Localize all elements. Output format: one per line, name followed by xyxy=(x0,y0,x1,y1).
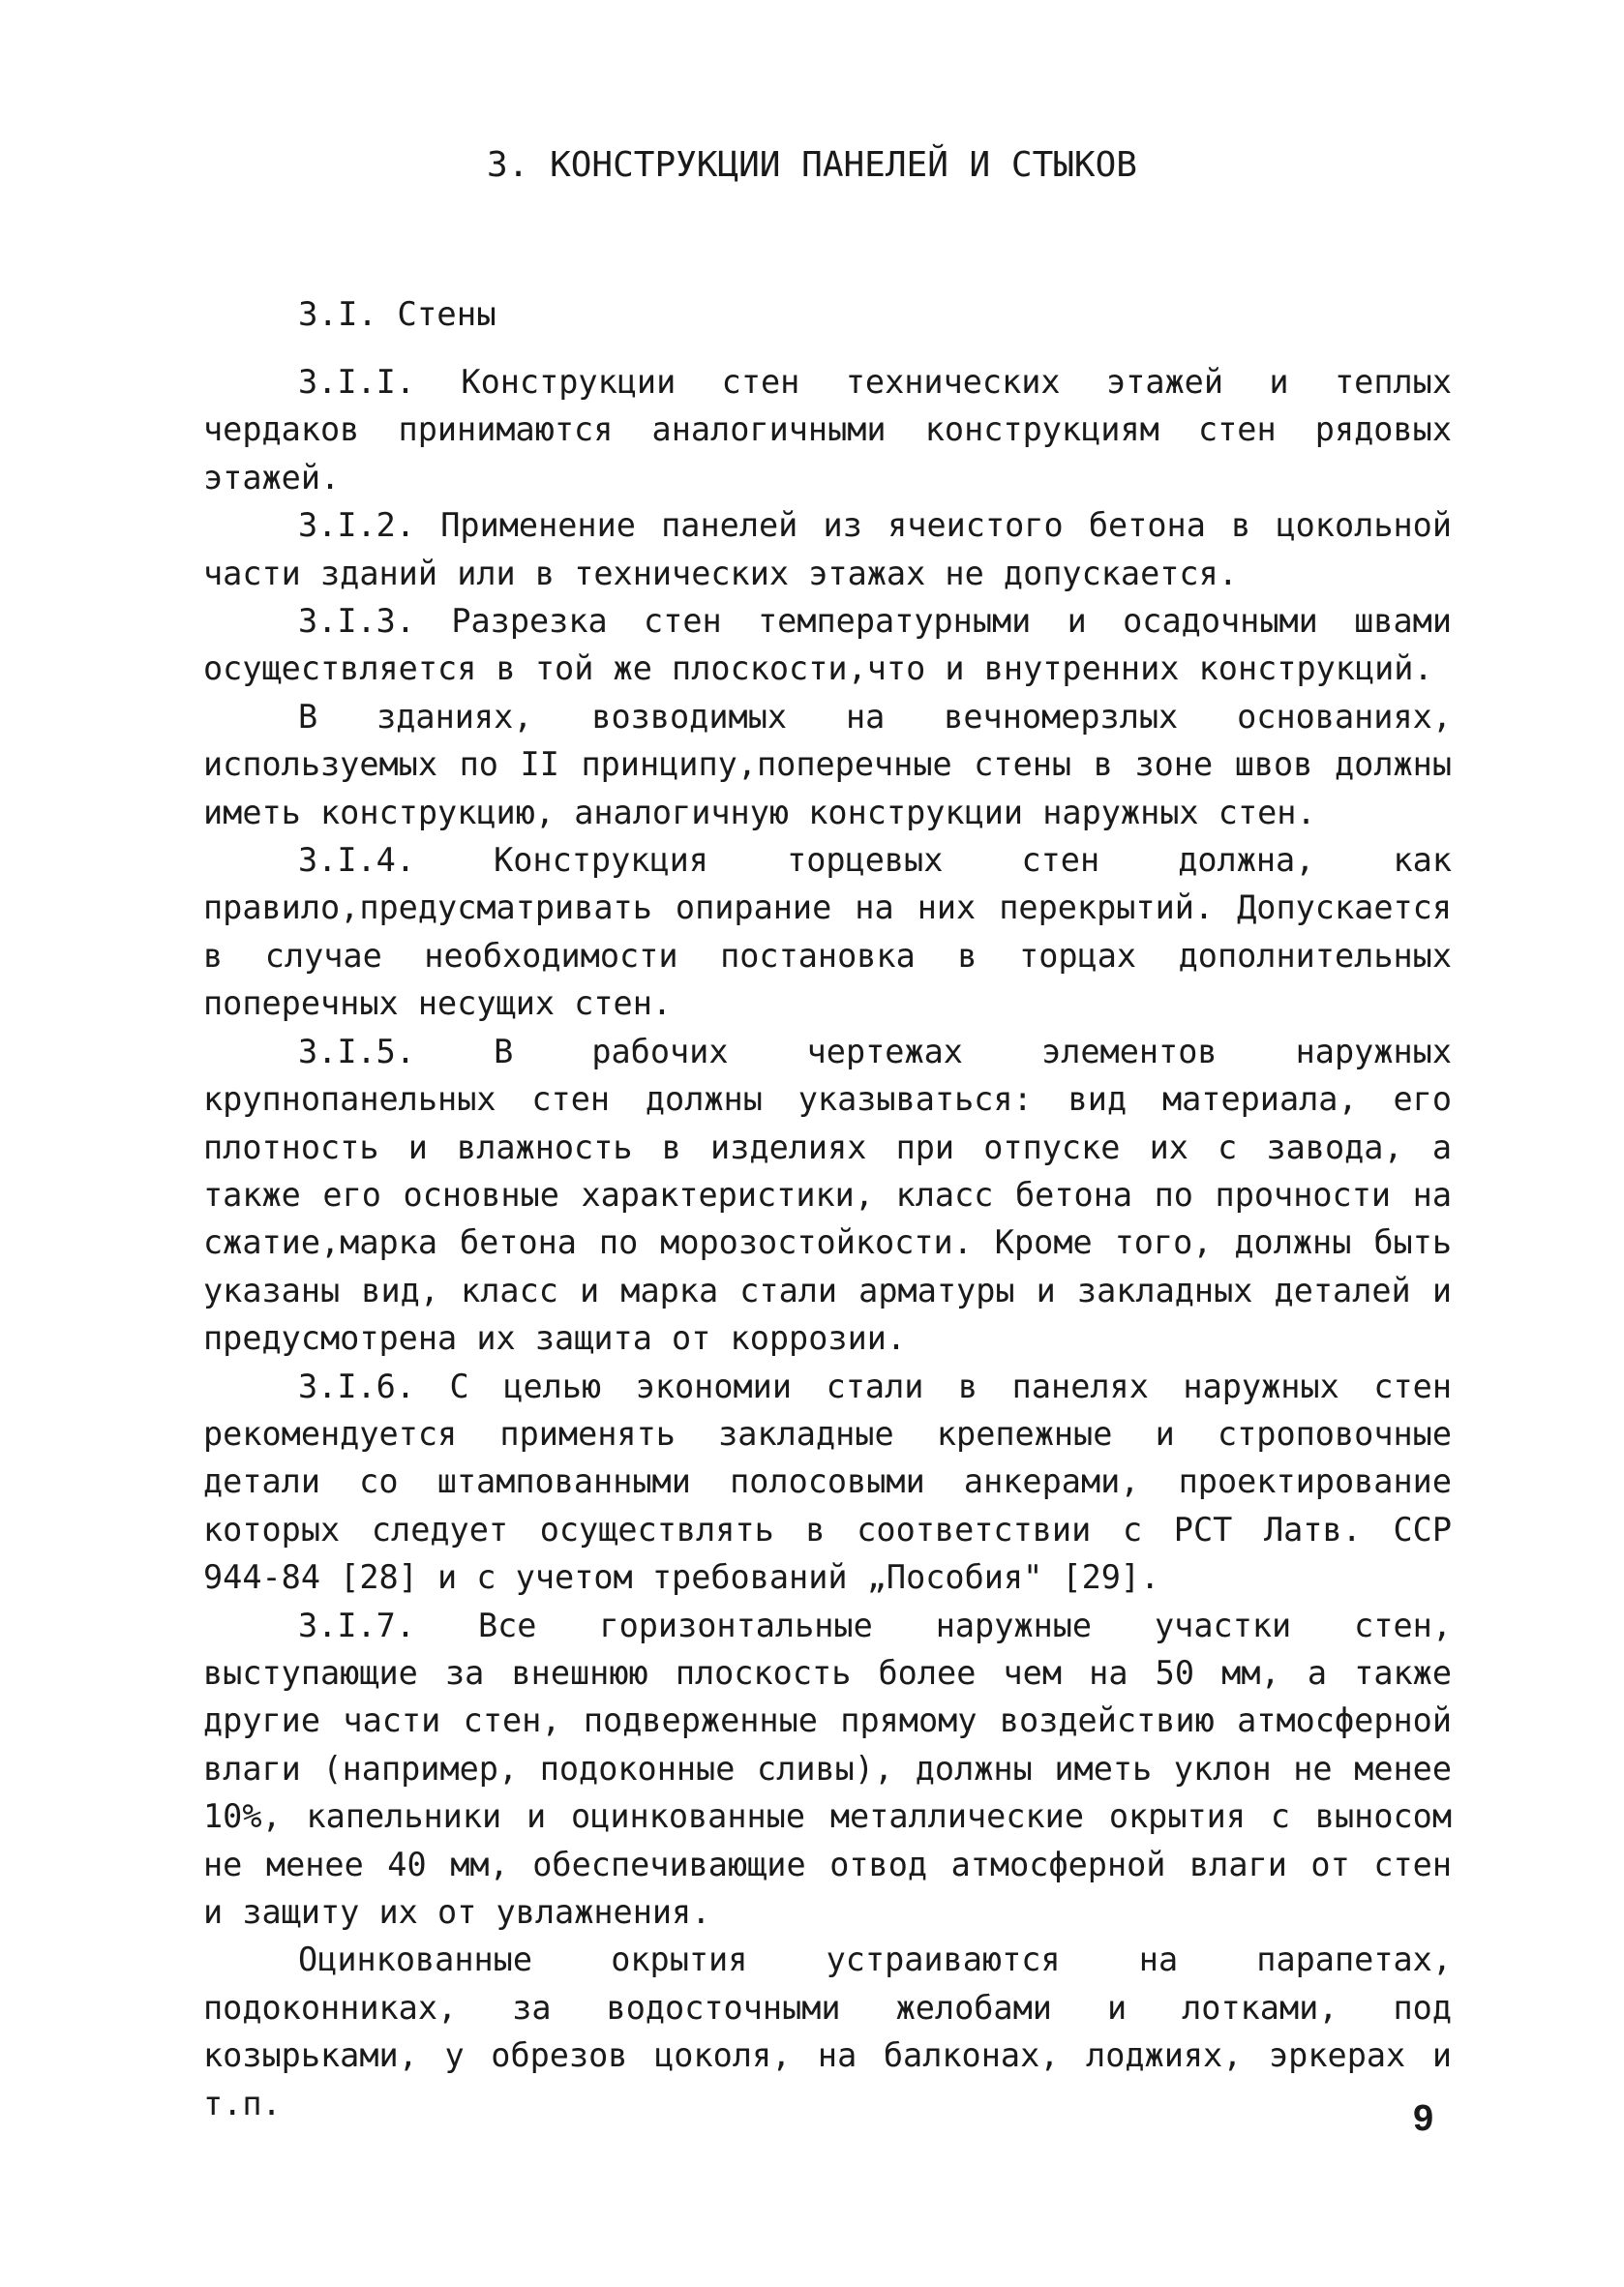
paragraph-galvanized-covers: Оцинкованные окрытия устраиваются на парапетах, подоконниках, за водосточными желобами и лотками, под козырьками, у обрезов цоколя, на балконах, лоджиях, эркерах и т.п. xyxy=(203,1941,1452,2122)
page-number: 9 xyxy=(1413,2098,1434,2139)
paragraph-3-1-3: 3.I.3. Разрезка стен температурными и осадочными швами осуществляется в той же плоскости,что и внутренних конструкций. xyxy=(203,602,1452,688)
body-text xyxy=(203,358,1452,2127)
paragraph-3-1-1: 3.I.I. Конструкции стен технических этажей и теплых чердаков принимаются аналогичными конструкциям стен рядовых этажей. xyxy=(203,363,1452,497)
paragraph-3-1-2: 3.I.2. Применение панелей из ячеистого бетона в цокольной части зданий или в технических этажах не допускается. xyxy=(203,506,1452,592)
chapter-title: 3. КОНСТРУКЦИИ ПАНЕЛЕЙ И СТЫКОВ xyxy=(487,145,1137,185)
section-heading: 3.I. Стены xyxy=(298,295,496,334)
paragraph-permafrost: В зданиях, возводимых на вечномерзлых основаниях, используемых по II принципу,поперечные стены в зоне швов должны иметь конструкцию, аналогичную конструкции наружных стен. xyxy=(203,697,1452,831)
paragraph-3-1-6: 3.I.6. С целью экономии стали в панелях наружных стен рекомендуется применять закладные крепежные и строповочные детали со штампованными полосовыми анкерами, проектирование которых следует осуществлять в соответствии с РСТ Латв. ССР 944-84 [28] и с учетом требований „Пособия" [29]. xyxy=(203,1367,1452,1597)
paragraph-3-1-4: 3.I.4. Конструкция торцевых стен должна, как правило,предусматривать опирание на них перекрытий. Допускается в случае необходимости постановка в торцах дополнительных поперечных несущих стен. xyxy=(203,841,1452,1023)
paragraph-3-1-7: 3.I.7. Все горизонтальные наружные участки стен, выступающие за внешнюю плоскость более чем на 50 мм, а также другие части стен, подверженные прямому воздействию атмосферной влаги (например, подоконные сливы), должны иметь уклон не менее 10%, капельники и оцинкованные металлические окрытия с выносом не менее 40 мм, обеспечивающие отвод атмосферной влаги от стен и защиту их от увлажнения. xyxy=(203,1606,1452,1931)
paragraph-3-1-5: 3.I.5. В рабочих чертежах элементов наружных крупнопанельных стен должны указываться: вид материала, его плотность и влажность в изделиях при отпуске их с завода, а также его основные характеристики, класс бетона по прочности на сжатие,марка бетона по морозостойкости. Кроме того, должны быть указаны вид, класс и марка стали арматуры и закладных деталей и предусмотрена их защита от коррозии. xyxy=(203,1032,1452,1358)
